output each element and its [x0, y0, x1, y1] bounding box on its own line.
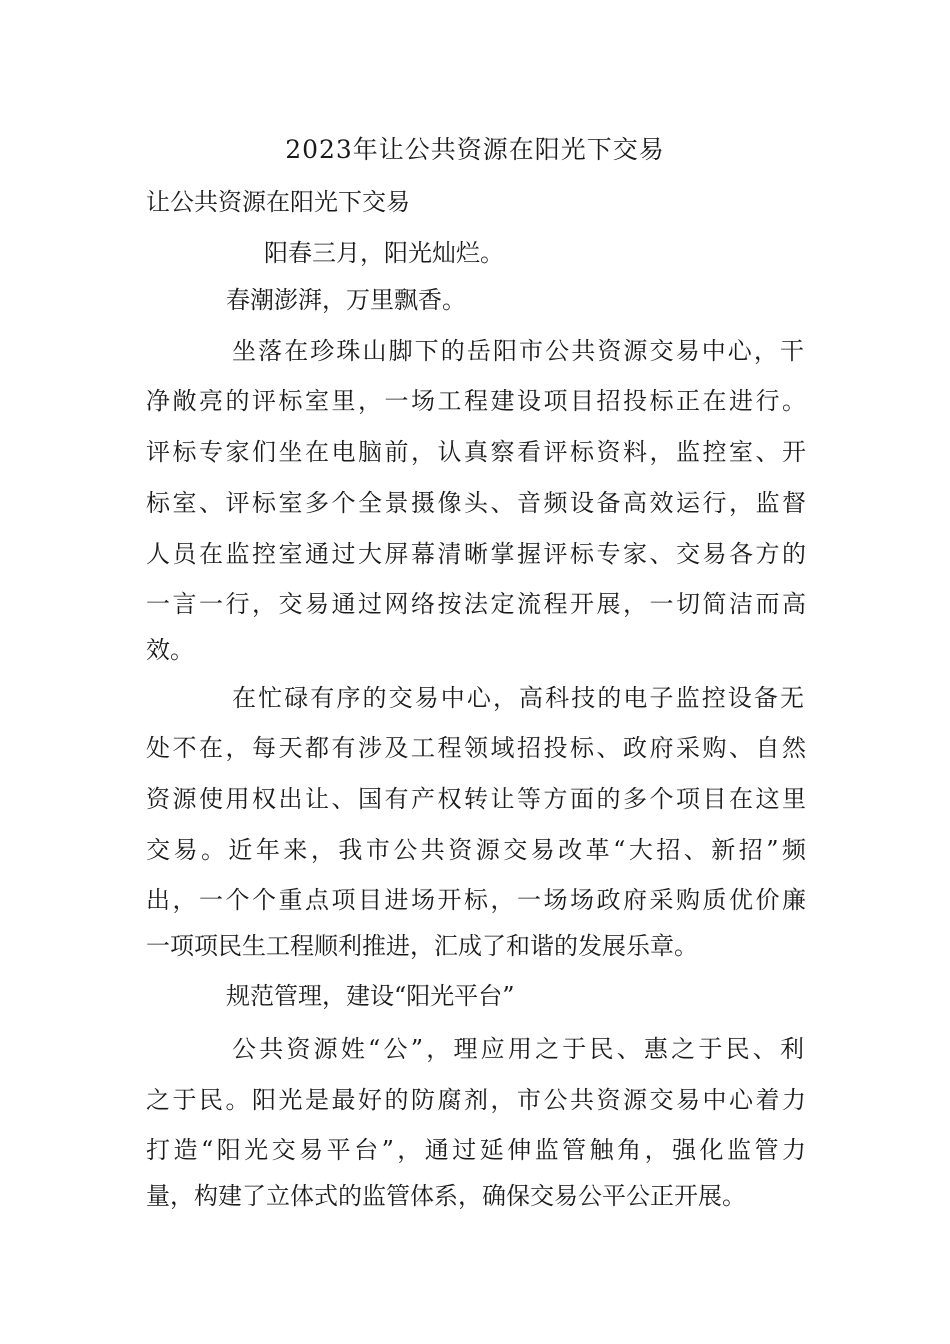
document-title: 2023年让公共资源在阳光下交易 — [285, 135, 665, 164]
paragraph-line: 资源使用权出让、国有产权转让等方面的多个项目在这里 — [146, 785, 806, 813]
paragraph-line: 之于民。阳光是最好的防腐剂，市公共资源交易中心着力 — [146, 1086, 806, 1114]
section-heading: 规范管理，建设“阳光平台” — [226, 982, 515, 1010]
paragraph-line: 春潮澎湃，万里飘香。 — [226, 286, 466, 314]
paragraph-line: 出，一个个重点项目进场开标，一场场政府采购质优价廉 — [146, 886, 806, 914]
paragraph-line: 评标专家们坐在电脑前，认真察看评标资料，监控室、开 — [146, 438, 806, 466]
paragraph-line: 在忙碌有序的交易中心，高科技的电子监控设备无 — [232, 684, 804, 712]
document-subtitle: 让公共资源在阳光下交易 — [146, 188, 410, 216]
paragraph-line: 打造“阳光交易平台”，通过延伸监管触角，强化监管力 — [146, 1136, 806, 1164]
paragraph-line: 量，构建了立体式的监管体系，确保交易公平公正开展。 — [146, 1182, 746, 1210]
paragraph-line: 交易。近年来，我市公共资源交易改革“大招、新招”频 — [146, 836, 806, 864]
paragraph-line: 处不在，每天都有涉及工程领域招投标、政府采购、自然 — [146, 734, 806, 762]
paragraph-line: 净敞亮的评标室里，一场工程建设项目招投标正在进行。 — [146, 387, 806, 415]
paragraph-line: 坐落在珍珠山脚下的岳阳市公共资源交易中心，干 — [232, 337, 804, 365]
paragraph-line: 人员在监控室通过大屏幕清晰掌握评标专家、交易各方的 — [146, 540, 806, 568]
paragraph-line: 公共资源姓“公”，理应用之于民、惠之于民、利 — [232, 1035, 804, 1063]
paragraph-line: 一项项民生工程顺利推进，汇成了和谐的发展乐章。 — [146, 932, 698, 960]
paragraph-line: 一言一行，交易通过网络按法定流程开展，一切简洁而高 — [146, 590, 806, 618]
paragraph-line: 标室、评标室多个全景摄像头、音频设备高效运行，监督 — [146, 489, 806, 517]
paragraph-line: 效。 — [146, 636, 194, 664]
paragraph-line: 阳春三月，阳光灿烂。 — [264, 239, 504, 267]
